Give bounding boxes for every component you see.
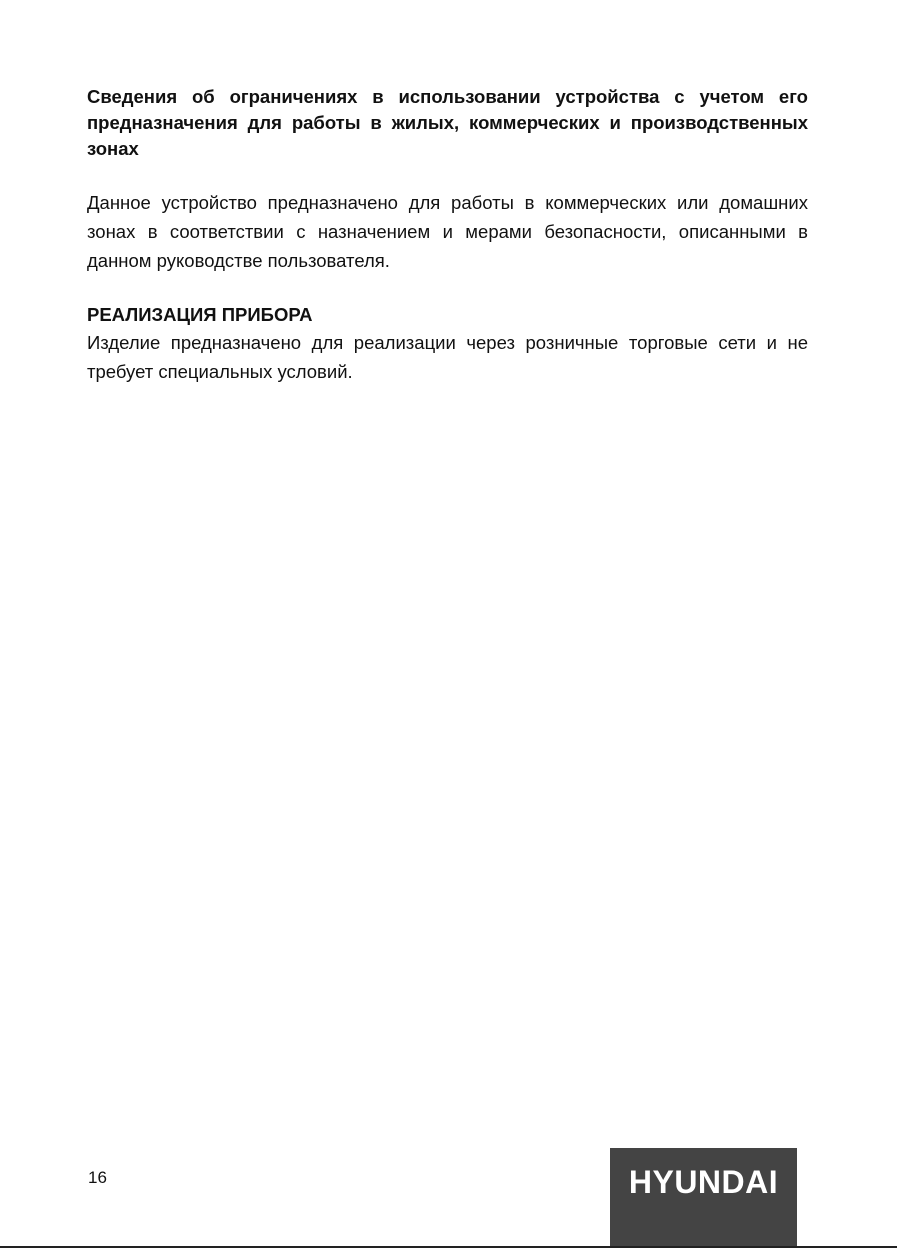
restrictions-heading: Сведения об ограничениях в использовании устройства с учетом его предназначения для работы в жилых, коммерческих и производственных зонах (87, 86, 808, 159)
sale-heading: РЕАЛИЗАЦИЯ ПРИБОРА (87, 304, 313, 325)
restrictions-paragraph: Данное устройство предназначено для работы в коммерческих или домашних зонах в соответствии с назначением и мерами безопасности, описанными в данном руководстве пользователя. (87, 192, 808, 271)
page-number: 16 (88, 1168, 107, 1187)
brand-logo-text: HYUNDAI (628, 1164, 779, 1200)
brand-logo-block (610, 1148, 797, 1248)
page-content (87, 84, 808, 386)
sale-paragraph: Изделие предназначено для реализации через розничные торговые сети и не требует специальных условий. (87, 332, 808, 382)
